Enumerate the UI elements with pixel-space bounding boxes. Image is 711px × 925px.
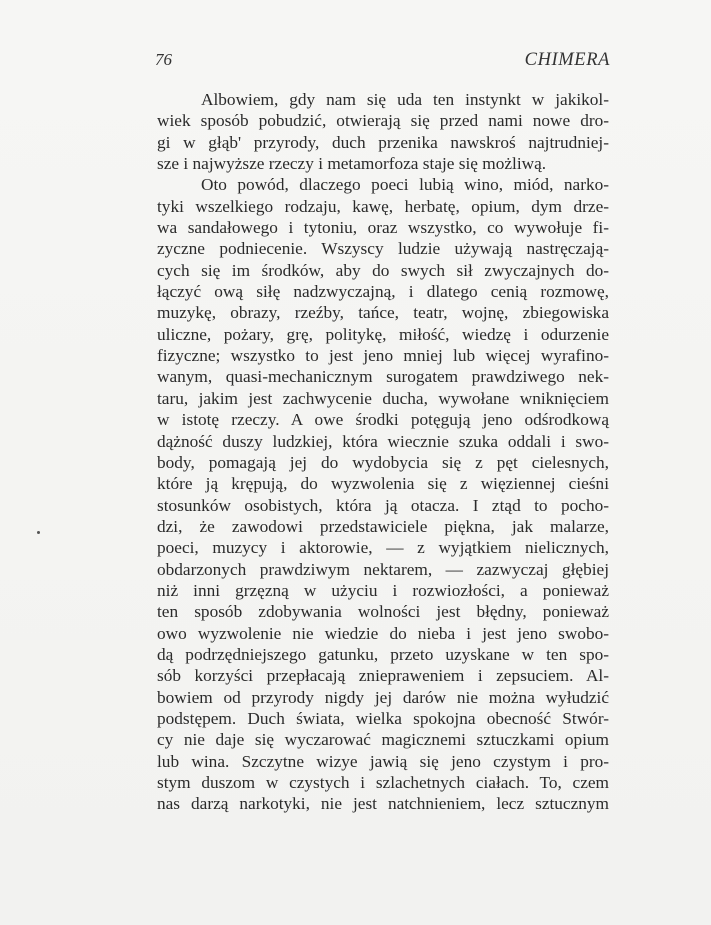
text-line: bowiem od przyrody nigdy jej darów nie można wyłudzić bbox=[157, 687, 609, 707]
running-head bbox=[155, 50, 610, 76]
text-line: Albowiem, gdy nam się uda ten instynkt w jakikol- bbox=[201, 90, 609, 109]
text-line: taru, jakim jest zachwycenie ducha, wywołane wniknięciem bbox=[157, 388, 609, 408]
text-line: w istotę rzeczy. A owe środki potęgują jeno odśrodkową bbox=[157, 410, 609, 430]
text-line: które ją krępują, do wyzwolenia się z więziennej cieśni bbox=[157, 474, 609, 494]
text-line: Oto powód, dlaczego poeci lubią wino, miód, narko- bbox=[201, 175, 609, 195]
text-line: fizyczne; wszystko to jest jeno mniej lub więcej wyrafino- bbox=[157, 346, 609, 366]
text-line: muzykę, obrazy, rzeźby, tańce, teatr, wojnę, zbiegowiska bbox=[157, 303, 609, 323]
text-line: wanym, quasi-mechanicznym surogatem prawdziwego nek- bbox=[157, 367, 609, 387]
text-line: wiek sposób pobudzić, otwierają się przed nami nowe dro- bbox=[157, 111, 609, 131]
text-line: gi w głąb' przyrody, duch przenika nawskroś najtrudniej- bbox=[157, 132, 609, 152]
text-line: tyki wszelkiego rodzaju, kawę, herbatę, opium, dym drze- bbox=[157, 196, 609, 216]
text-line: cych się im środków, aby do swych sił zwyczajnych do- bbox=[157, 260, 609, 280]
text-line: lub wina. Szczytne wizye jawią się jeno czystym i pro- bbox=[157, 751, 609, 771]
text-line: podstępem. Duch świata, wielka spokojna obecność Stwór- bbox=[157, 708, 609, 728]
text-line: owo wyzwolenie nie wiedzie do nieba i jest jeno swobo- bbox=[157, 623, 609, 643]
text-line: dą podrzędniejszego gatunku, przeto uzyskane w ten spo- bbox=[157, 644, 609, 664]
text-line: obdarzonych prawdziwym nektarem, — zazwyczaj głębiej bbox=[157, 559, 609, 579]
text-line: wa sandałowego i tytoniu, oraz wszystko, co wywołuje fi- bbox=[157, 218, 609, 238]
text-line: uliczne, pożary, grę, politykę, miłość, wiedzę i odurzenie bbox=[157, 324, 609, 344]
text-line: stym duszom w czystych i szlachetnych ciałach. To, czem bbox=[157, 773, 609, 792]
text-line: dążność duszy ludzkiej, która wiecznie szuka oddali i swo- bbox=[157, 431, 609, 451]
page-number: 76 bbox=[155, 50, 172, 69]
text-line: dzi, że zawodowi przedstawiciele piękna, jak malarze, bbox=[157, 516, 609, 536]
text-line: sób korzyści przepłacają zniepraweniem i zepsuciem. Al- bbox=[157, 666, 609, 686]
text-line: niż inni grzęzną w użyciu i rozwiozłości, a ponieważ bbox=[157, 580, 609, 600]
text-line: poeci, muzycy i aktorowie, — z wyjątkiem nielicznych, bbox=[157, 538, 609, 558]
text-line: nas darzą narkotyki, nie jest natchnieniem, lecz sztucznym bbox=[157, 794, 609, 814]
paper-speck bbox=[37, 531, 40, 534]
body-text bbox=[157, 89, 609, 815]
text-line: łączyć ową siłę nadzwyczajną, i dlatego cenią rozmowę, bbox=[157, 282, 609, 302]
text-line: sze i najwyższe rzeczy i metamorfoza staje się możliwą. bbox=[157, 154, 547, 174]
text-line: ten sposób zdobywania wolności jest błędny, ponieważ bbox=[157, 602, 609, 622]
text-line: zyczne podniecenie. Wszyscy ludzie używają nastręczają- bbox=[157, 239, 609, 259]
text-line: stosunków osobistych, która ją otacza. I ztąd to pocho- bbox=[157, 495, 609, 515]
running-title: CHIMERA bbox=[524, 50, 610, 70]
text-line: body, pomagają jej do wydobycia się z pęt cielesnych, bbox=[157, 452, 609, 472]
text-line: cy nie daje się wyczarować magicznemi sztuczkami opium bbox=[157, 730, 609, 750]
